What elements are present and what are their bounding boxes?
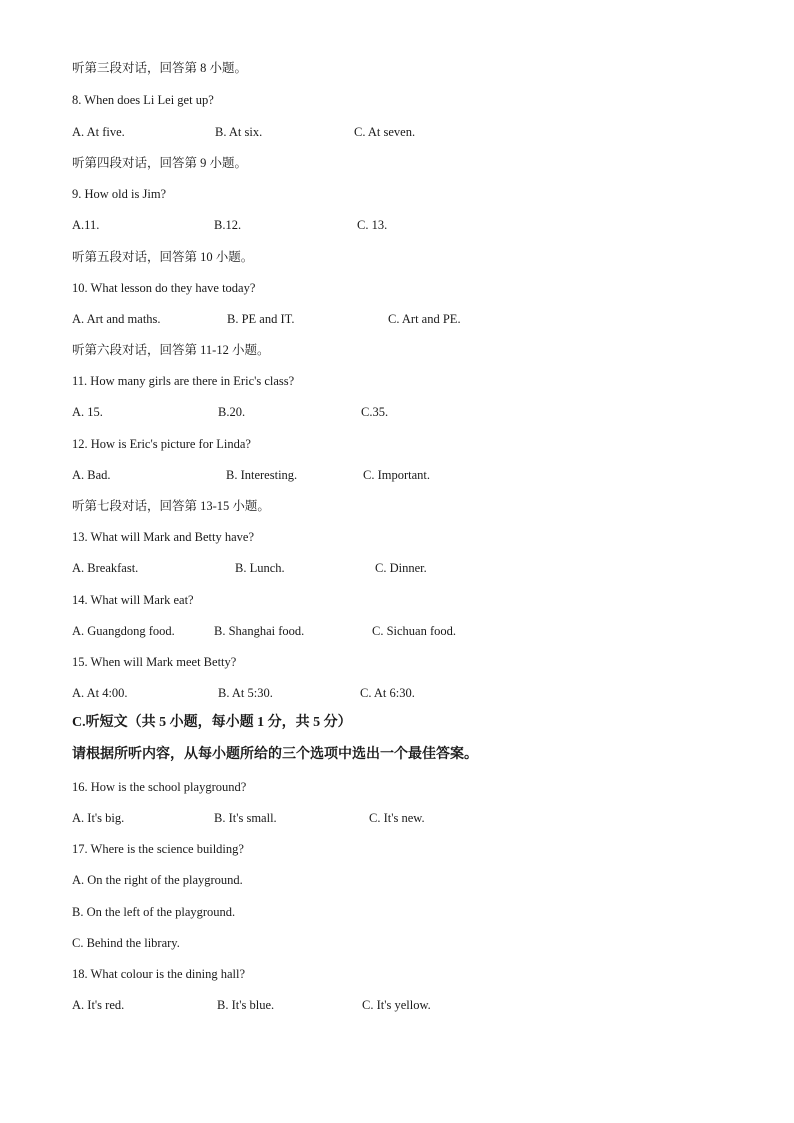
- question-text: 8. When does Li Lei get up?: [72, 93, 214, 107]
- answer-options-row: [72, 560, 572, 576]
- answer-option-b: B. Lunch.: [235, 561, 285, 575]
- question-text: 10. What lesson do they have today?: [72, 281, 256, 295]
- answer-options-row: [72, 467, 572, 483]
- question-text: 16. How is the school playground?: [72, 780, 247, 794]
- answer-options-row: [72, 124, 572, 140]
- answer-option-a: A. It's big.: [72, 811, 125, 825]
- answer-option-b: B. Shanghai food.: [214, 624, 305, 638]
- question-text: 17. Where is the science building?: [72, 842, 244, 856]
- answer-option-b: B. At 5:30.: [218, 686, 273, 700]
- answer-options-row: [72, 311, 572, 327]
- section-heading: C.听短文（共 5 小题，每小题 1 分，共 5 分）: [72, 715, 352, 730]
- instruction-text: 听第五段对话，回答第 10 小题。: [72, 250, 254, 264]
- answer-option-a: A. Guangdong food.: [72, 624, 175, 638]
- question-text: 18. What colour is the dining hall?: [72, 967, 245, 981]
- question-text: C. Behind the library.: [72, 936, 180, 950]
- answer-option-b: B. It's blue.: [217, 998, 275, 1012]
- answer-options-row: [72, 217, 572, 233]
- answer-options-row: [72, 810, 572, 826]
- answer-option-c: C. Art and PE.: [388, 312, 461, 326]
- answer-option-c: C. Dinner.: [375, 561, 427, 575]
- instruction-text: 听第七段对话，回答第 13-15 小题。: [72, 499, 270, 513]
- answer-option-c: C. At seven.: [354, 125, 416, 139]
- answer-option-a: A. At five.: [72, 125, 125, 139]
- answer-option-b: B.12.: [214, 218, 242, 232]
- answer-option-c: C. Important.: [363, 468, 431, 482]
- answer-options-row: [72, 404, 572, 420]
- answer-option-b: B. At six.: [215, 125, 263, 139]
- answer-option-a: A. It's red.: [72, 998, 125, 1012]
- instruction-text: 听第四段对话，回答第 9 小题。: [72, 156, 248, 170]
- question-text: 14. What will Mark eat?: [72, 593, 194, 607]
- section-heading: 请根据所听内容，从每小题所给的三个选项中选出一个最佳答案。: [72, 747, 478, 762]
- question-text: 9. How old is Jim?: [72, 187, 167, 201]
- answer-option-a: A. Breakfast.: [72, 561, 139, 575]
- answer-option-c: C. It's new.: [369, 811, 425, 825]
- instruction-text: 听第三段对话，回答第 8 小题。: [72, 61, 248, 75]
- answer-options-row: [72, 685, 572, 701]
- answer-option-a: A. Art and maths.: [72, 312, 161, 326]
- answer-option-a: A.11.: [72, 218, 100, 232]
- question-text: 15. When will Mark meet Betty?: [72, 655, 237, 669]
- instruction-text: 听第六段对话，回答第 11-12 小题。: [72, 343, 270, 357]
- question-text: 12. How is Eric's picture for Linda?: [72, 437, 251, 451]
- answer-option-b: B.20.: [218, 405, 246, 419]
- answer-option-a: A. At 4:00.: [72, 686, 128, 700]
- answer-option-c: C. At 6:30.: [360, 686, 415, 700]
- answer-option-c: C.35.: [361, 405, 389, 419]
- answer-option-c: C. Sichuan food.: [372, 624, 457, 638]
- question-text: B. On the left of the playground.: [72, 905, 236, 919]
- question-text: 13. What will Mark and Betty have?: [72, 530, 255, 544]
- answer-options-row: [72, 997, 572, 1013]
- question-text: A. On the right of the playground.: [72, 873, 243, 887]
- answer-option-c: C. It's yellow.: [362, 998, 431, 1012]
- answer-option-b: B. Interesting.: [226, 468, 298, 482]
- answer-option-b: B. PE and IT.: [227, 312, 295, 326]
- answer-option-c: C. 13.: [357, 218, 388, 232]
- answer-options-row: [72, 623, 572, 639]
- question-text: 11. How many girls are there in Eric's class?: [72, 374, 295, 388]
- answer-option-a: A. 15.: [72, 405, 103, 419]
- answer-option-a: A. Bad.: [72, 468, 111, 482]
- answer-option-b: B. It's small.: [214, 811, 277, 825]
